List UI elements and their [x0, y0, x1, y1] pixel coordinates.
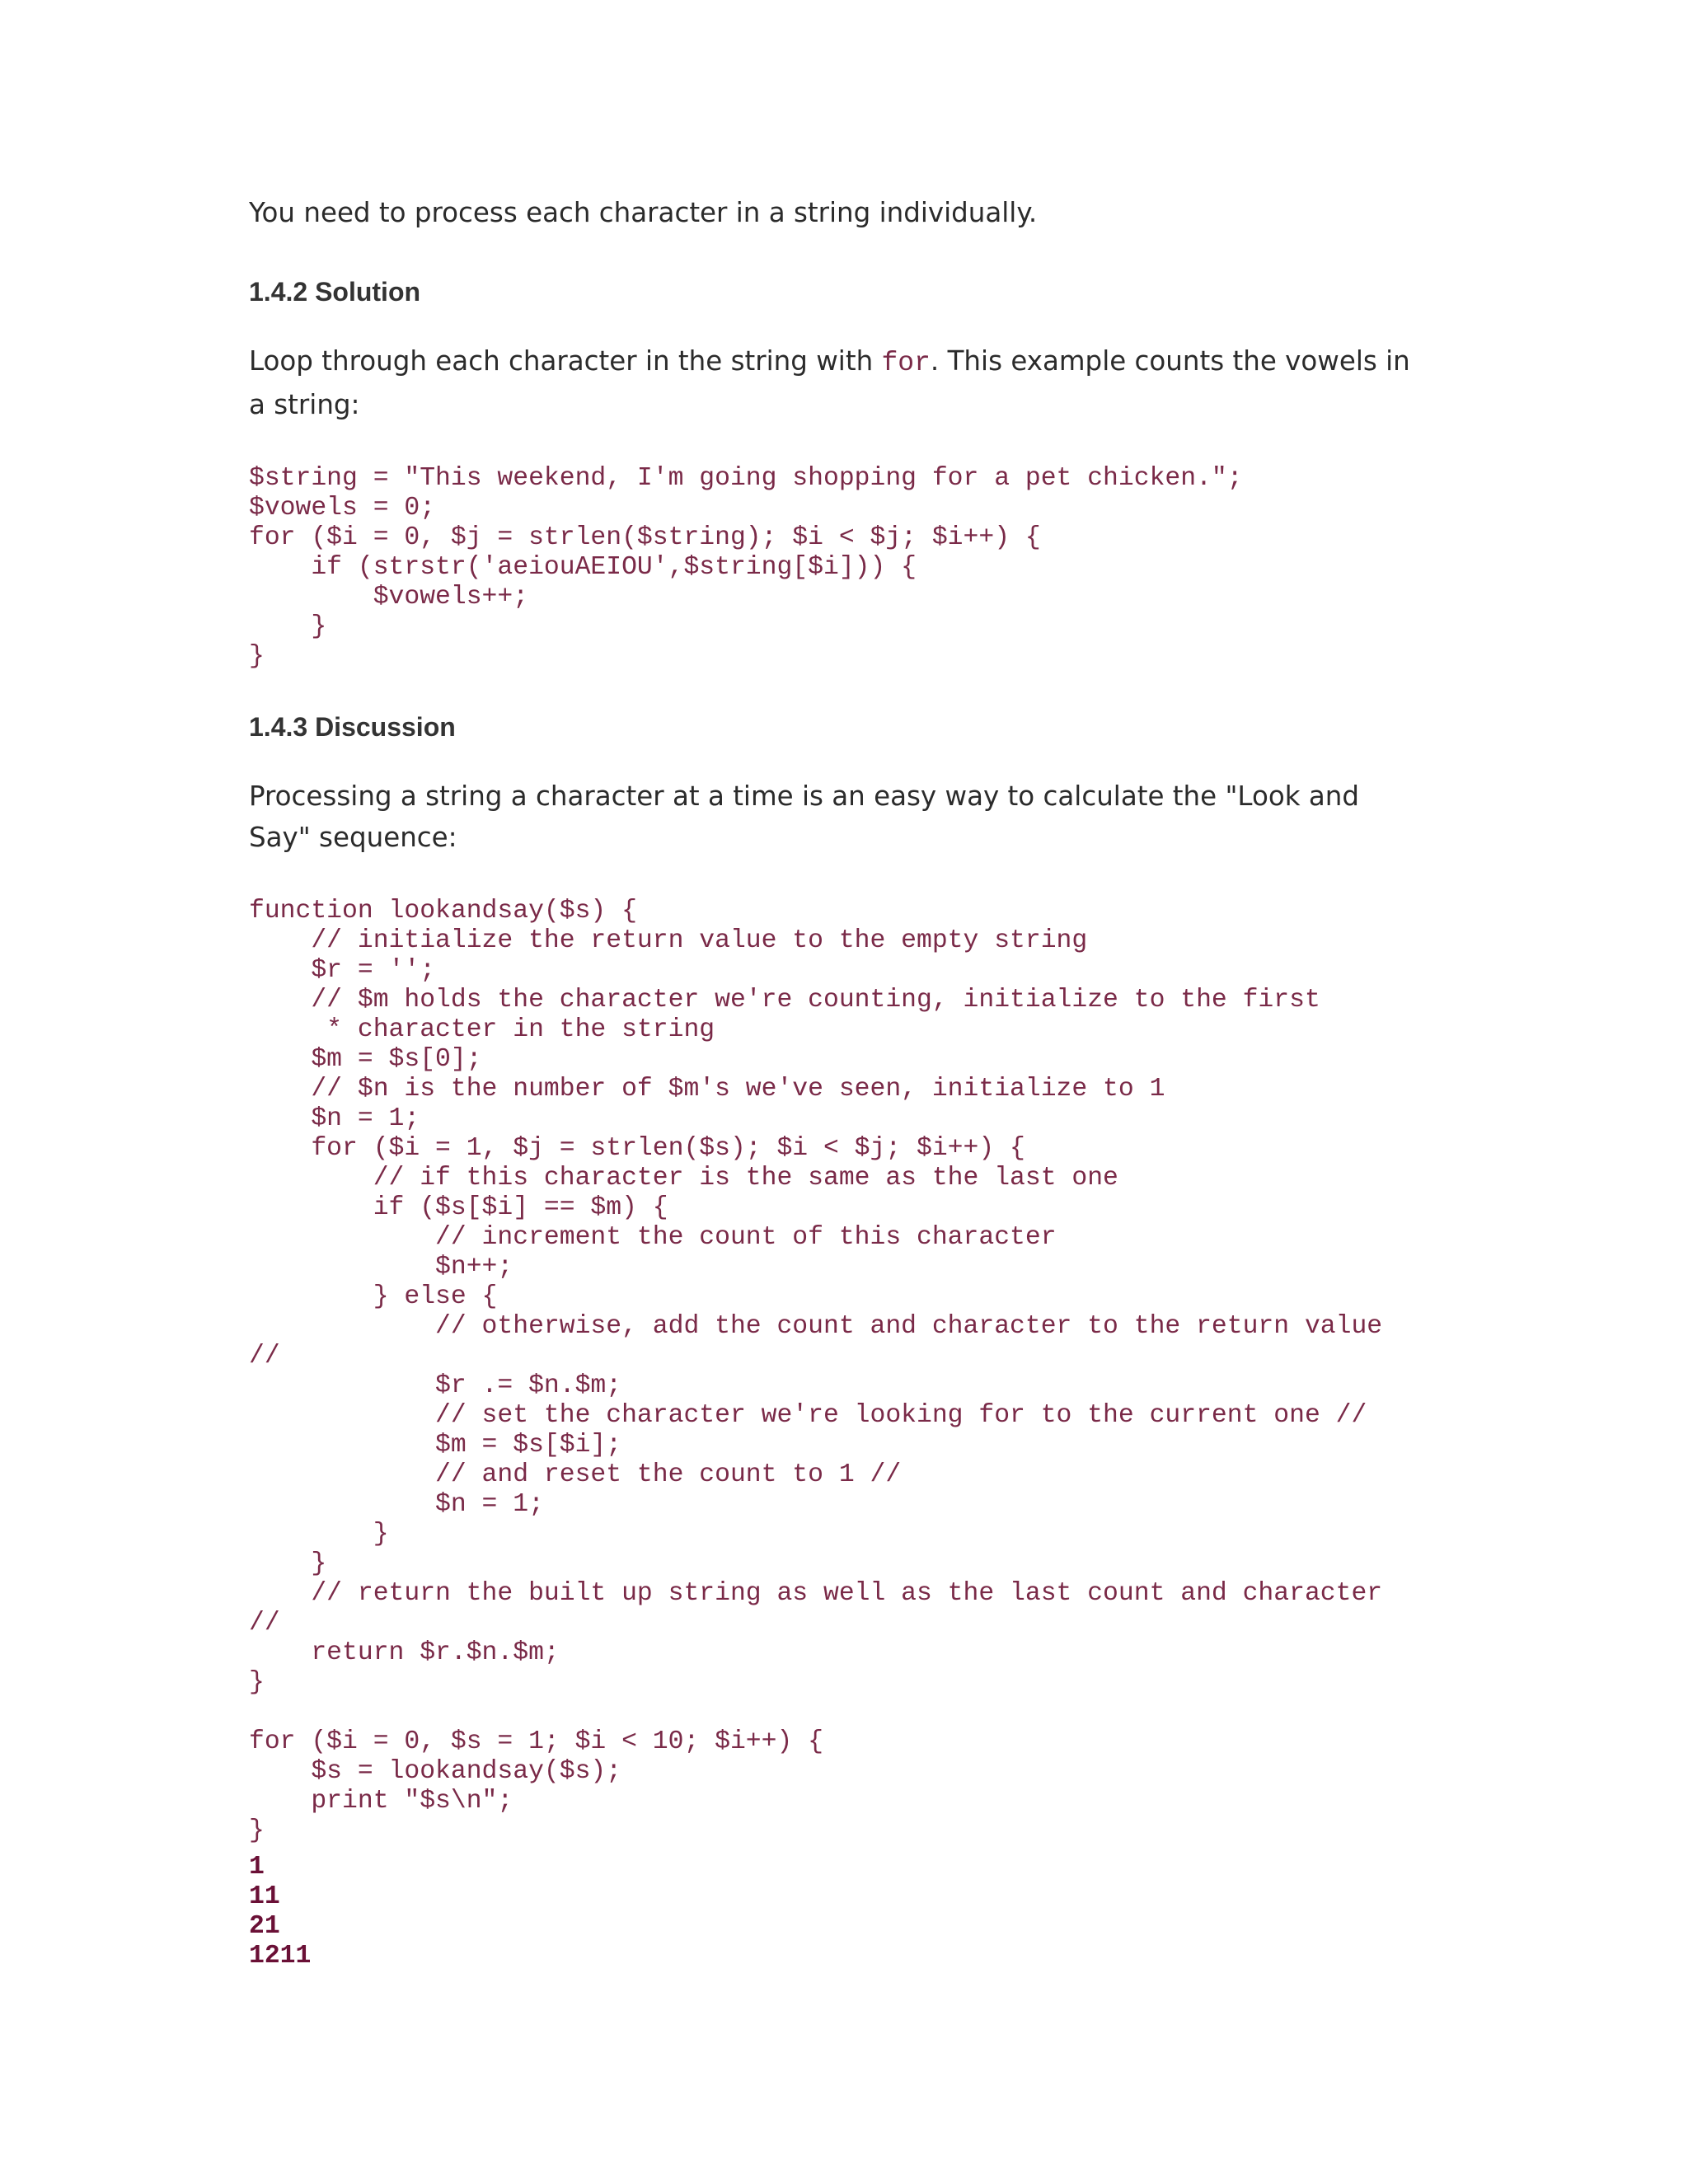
discussion-text: Processing a string a character at a time is an easy way to calculate the "Look and Say" sequence: — [249, 780, 1360, 853]
discussion-heading: 1.4.3 Discussion — [249, 712, 456, 742]
problem-text: You need to process each character in a string individually. — [249, 197, 1038, 228]
solution-text — [249, 340, 1419, 425]
discussion-code-block: function lookandsay($s) { // initialize the return value to the empty string $r = ''; // $m holds the character we're counting, initialize to the first * character in the string $m = $s[0]; // $n is the number of $m's we've seen, initialize to 1 $n = 1; for ($i = 1, $j = strlen($s); $i < $j; $i++) { // if this character is the same as the last one if ($s[$i] == $m) { // increment the count of this character $n++; } else { // otherwise, add the count and character to the return value // $r .= $n.$m; // set the character we're looking for to the current one // $m = $s[$i]; // and reset the count to 1 // $n = 1; } } // return the built up string as well as the last count and character // return $r.$n.$m; } for ($i = 0, $s = 1; $i < 10; $i++) { $s = lookandsay($s); print "$s\n"; } — [249, 897, 1383, 1845]
solution-inline-code: for — [881, 348, 931, 378]
discussion-output-block: 1 11 21 1211 — [249, 1853, 312, 1971]
solution-text-after: . This example counts the vowels in a string: — [249, 345, 1410, 420]
solution-text-before: Loop through each character in the string with — [249, 345, 882, 377]
solution-code-block: $string = "This weekend, I'm going shopping for a pet chicken."; $vowels = 0; for ($i = 0, $j = strlen($string); $i < $j; $i++) { if (strstr('aeiouAEIOU',$string[$i])) { $vowels++; } } — [249, 464, 1243, 671]
solution-heading: 1.4.2 Solution — [249, 277, 421, 307]
